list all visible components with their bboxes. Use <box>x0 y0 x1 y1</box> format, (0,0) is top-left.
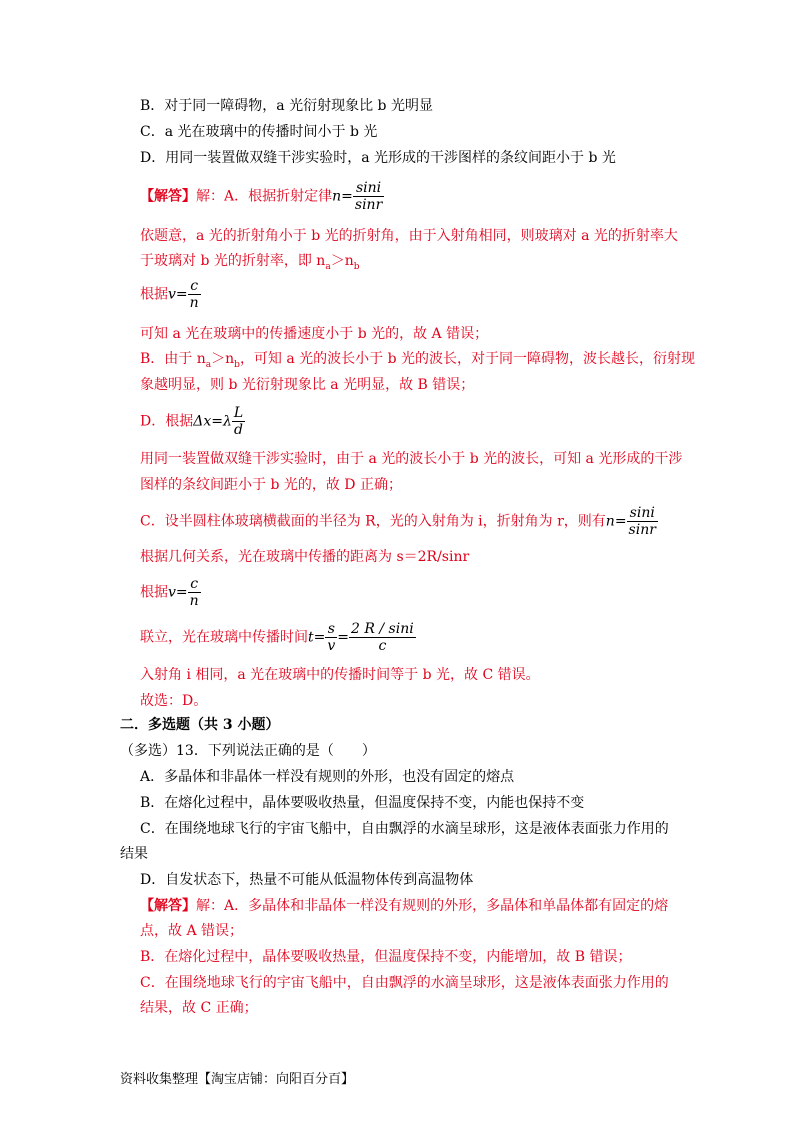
formula-v-fraction-2: $\frac{c}{n}$ <box>189 576 199 609</box>
formula-n-lhs: n <box>332 188 342 205</box>
q13-answer-b: B．在熔化过程中，晶体要吸收热量，但温度保持不变，内能增加，故 B 错误； <box>140 949 632 965</box>
q13-option-d: D．自发状态下，热量不可能从低温物体传到高温物体 <box>140 872 474 888</box>
q13-answer-a2: 点，故 A 错误； <box>140 923 244 939</box>
q13-stem: （多选）13．下列说法正确的是（ ） <box>120 743 376 759</box>
formula-t-fraction-1: $\frac{s}{v}$ <box>327 621 336 654</box>
answer-intro: 【解答】解：A．根据折射定律n= $\frac{\sin i}{\sin r}$ <box>140 180 383 213</box>
answer-t-formula: 联立，光在玻璃中传播时间t= $\frac{s}{v}$ = $\frac{2 R / \sin i}{c}$ <box>140 621 414 654</box>
q13-option-c-cont: 结果 <box>120 846 148 862</box>
q13-answer-c2: 结果，故 C 正确； <box>140 1000 258 1016</box>
answer-para1b: 于玻璃对 b 光的折射率，即 $n_a>n_b$ <box>140 253 360 272</box>
answer-para3b: 象越明显，则 b 光衍射现象比 a 光明显，故 B 错误； <box>140 377 475 393</box>
answer-para4b: 图样的条纹间距小于 b 光的，故 D 正确； <box>140 477 402 493</box>
formula-n-fraction: $\frac{\sin i}{\sin r}$ <box>354 180 383 213</box>
q13-option-b: B．在熔化过程中，晶体要吸收热量，但温度保持不变，内能也保持不变 <box>140 795 585 811</box>
q13-answer-tag: 【解答】 <box>140 898 196 914</box>
answer-para5: 根据几何关系，光在玻璃中传播的距离为 s＝2R/sinr <box>140 549 470 565</box>
answer-intro-text: 解：A．根据折射定律 <box>196 188 333 205</box>
answer-para2: 可知 a 光在玻璃中的传播速度小于 b 光的，故 A 错误； <box>140 326 489 342</box>
answer-v-formula-2: 根据v= $\frac{c}{n}$ <box>140 576 199 609</box>
page-footer: 资料收集整理【淘宝店铺：向阳百分百】 <box>120 1072 355 1087</box>
q13-answer-a1: 【解答】解：A．多晶体和非晶体一样没有规则的外形，多晶体和单晶体都有固定的熔 <box>140 898 669 914</box>
answer-para1a: 依题意，a 光的折射角小于 b 光的折射角，由于入射角相同，则玻璃对 a 光的折射率大 <box>140 228 678 244</box>
answer-para7: 故选：D。 <box>140 693 208 709</box>
q13-option-a: A．多晶体和非晶体一样没有规则的外形，也没有固定的熔点 <box>140 769 515 785</box>
formula-dx-fraction: $\frac{L}{d}$ <box>233 405 244 438</box>
answer-dx-formula: D．根据Δx=λ $\frac{L}{d}$ <box>140 405 244 438</box>
answer-para4a: 用同一装置做双缝干涉实验时，由于 a 光的波长小于 b 光的波长，可知 a 光形成的干涉 <box>140 451 683 467</box>
answer-c-intro: C．设半圆柱体玻璃横截面的半径为 R，光的入射角为 i，折射角为 r，则有n= $\frac{\sin i}{\sin r}$ <box>140 505 656 538</box>
answer-para3a: B．由于 $n_a>n_b$，可知 a 光的波长小于 b 光的波长，对于同一障碍物，波长越长，衍射现 <box>140 351 696 370</box>
option-d: D．用同一装置做双缝干涉实验时，a 光形成的干涉图样的条纹间距小于 b 光 <box>140 150 616 166</box>
formula-v-fraction: $\frac{c}{n}$ <box>189 278 199 311</box>
formula-t-fraction-2: $\frac{2 R / \sin i}{c}$ <box>351 621 414 654</box>
q13-answer-c1: C．在围绕地球飞行的宇宙飞船中，自由飘浮的水滴呈球形，这是液体表面张力作用的 <box>140 975 669 991</box>
q13-option-c: C．在围绕地球飞行的宇宙飞船中，自由飘浮的水滴呈球形，这是液体表面张力作用的 <box>140 821 669 837</box>
section-heading: 二．多选题（共 3 小题） <box>120 717 280 733</box>
option-b: B．对于同一障碍物，a 光衍射现象比 b 光明显 <box>140 98 433 114</box>
formula-n-fraction-2: $\frac{\sin i}{\sin r}$ <box>628 505 656 538</box>
answer-para6: 入射角 i 相同，a 光在玻璃中的传播时间等于 b 光，故 C 错误。 <box>140 667 540 683</box>
answer-tag: 【解答】 <box>140 188 196 205</box>
option-c: C．a 光在玻璃中的传播时间小于 b 光 <box>140 124 378 140</box>
answer-v-formula: 根据v= $\frac{c}{n}$ <box>140 278 199 311</box>
